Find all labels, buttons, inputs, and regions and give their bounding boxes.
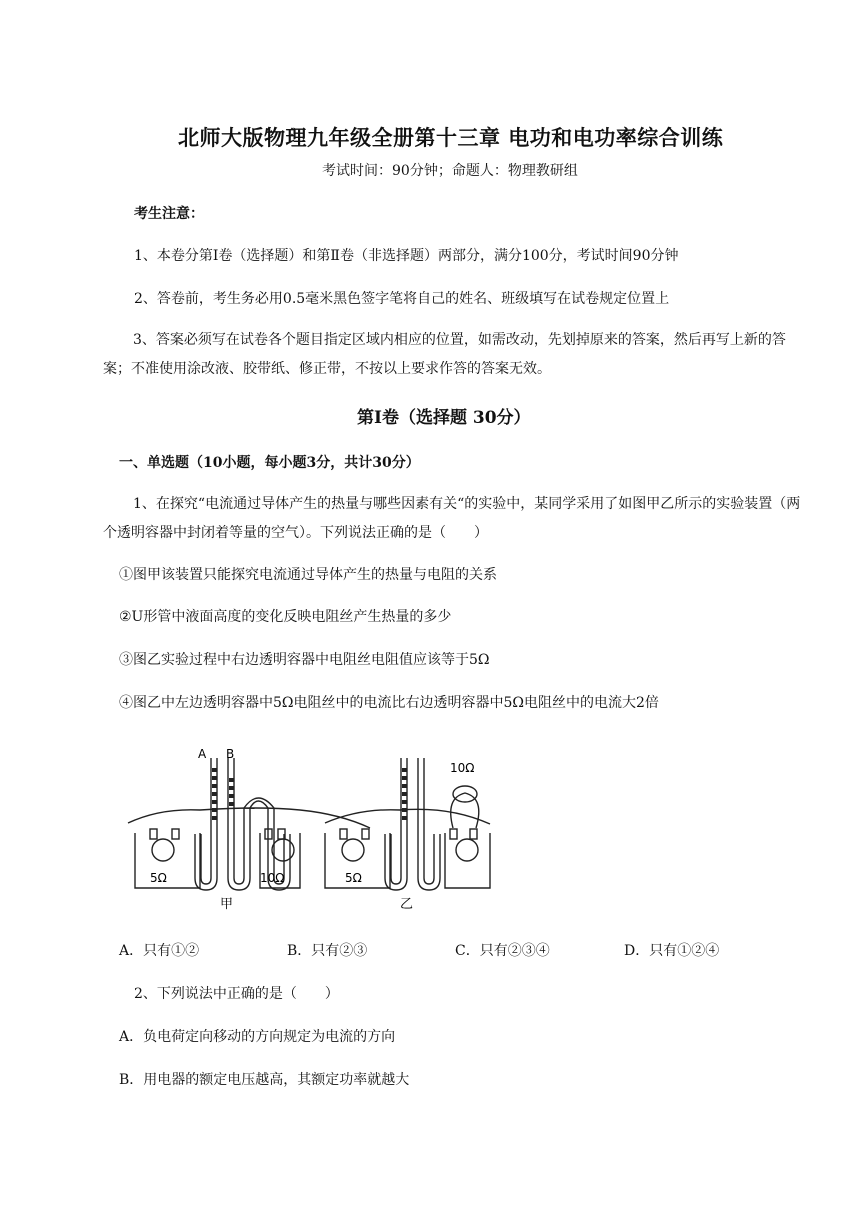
caption-yi: 乙 — [400, 897, 414, 912]
option-c[interactable]: C．只有②③④ — [455, 943, 550, 959]
label-b: B — [226, 747, 235, 761]
caption-jia: 甲 — [220, 897, 234, 912]
statement-2: ②U形管中液面高度的变化反映电阻丝产生热量的多少 — [119, 609, 452, 625]
question-2-stem: 2、下列说法中正确的是（ ） — [134, 986, 339, 1002]
exam-info: 考试时间：90分钟；命题人：物理教研组 — [322, 163, 578, 179]
section-title: 第Ⅰ卷（选择题 30分） — [357, 408, 531, 428]
notice-item-3: 3、答案必须写在试卷各个题目指定区域内相应的位置，如需改动，先划掉原来的答案，然后再写上新的答案；不准使用涂改液、胶带纸、修正带，不按以上要求作答的答案无效。 — [103, 332, 786, 377]
label-a: A — [198, 747, 207, 761]
question-1-stem: 1、在探究“电流通过导体产生的热量与哪些因素有关“的实验中，某同学采用了如图甲乙所示的实验装置（两个透明容器中封闭着等量的空气）。下列说法正确的是（ ） — [103, 496, 801, 541]
part-heading: 一、单选题（10小题，每小题3分，共计30分） — [119, 455, 420, 471]
statement-3: ③图乙实验过程中右边透明容器中电阻丝电阻值应该等于5Ω — [119, 652, 490, 668]
right-parallel-label: 10Ω — [450, 761, 475, 775]
option-d[interactable]: D．只有①②④ — [624, 943, 720, 959]
experiment-figure — [120, 738, 510, 918]
option-b[interactable]: B．只有②③ — [287, 943, 368, 959]
page-title: 北师大版物理九年级全册第十三章 电功和电功率综合训练 — [178, 125, 724, 150]
statement-4: ④图乙中左边透明容器中5Ω电阻丝中的电流比右边透明容器中5Ω电阻丝中的电流大2倍 — [119, 695, 659, 711]
left-r1-label: 5Ω — [150, 871, 167, 885]
statement-1: ①图甲该装置只能探究电流通过导体产生的热量与电阻的关系 — [119, 567, 497, 583]
notice-heading: 考生注意： — [134, 206, 204, 222]
option-a[interactable]: A．只有①② — [119, 943, 200, 959]
notice-item-1: 1、本卷分第Ⅰ卷（选择题）和第Ⅱ卷（非选择题）两部分，满分100分，考试时间90分钟 — [134, 248, 679, 264]
question-2-option-a[interactable]: A．负电荷定向移动的方向规定为电流的方向 — [119, 1029, 396, 1045]
left-r2-label: 10Ω — [260, 871, 285, 885]
right-r1-label: 5Ω — [345, 871, 362, 885]
notice-item-2: 2、答卷前，考生务必用0.5毫米黑色签字笔将自己的姓名、班级填写在试卷规定位置上 — [134, 291, 670, 307]
question-2-option-b[interactable]: B．用电器的额定电压越高，其额定功率就越大 — [119, 1072, 410, 1088]
